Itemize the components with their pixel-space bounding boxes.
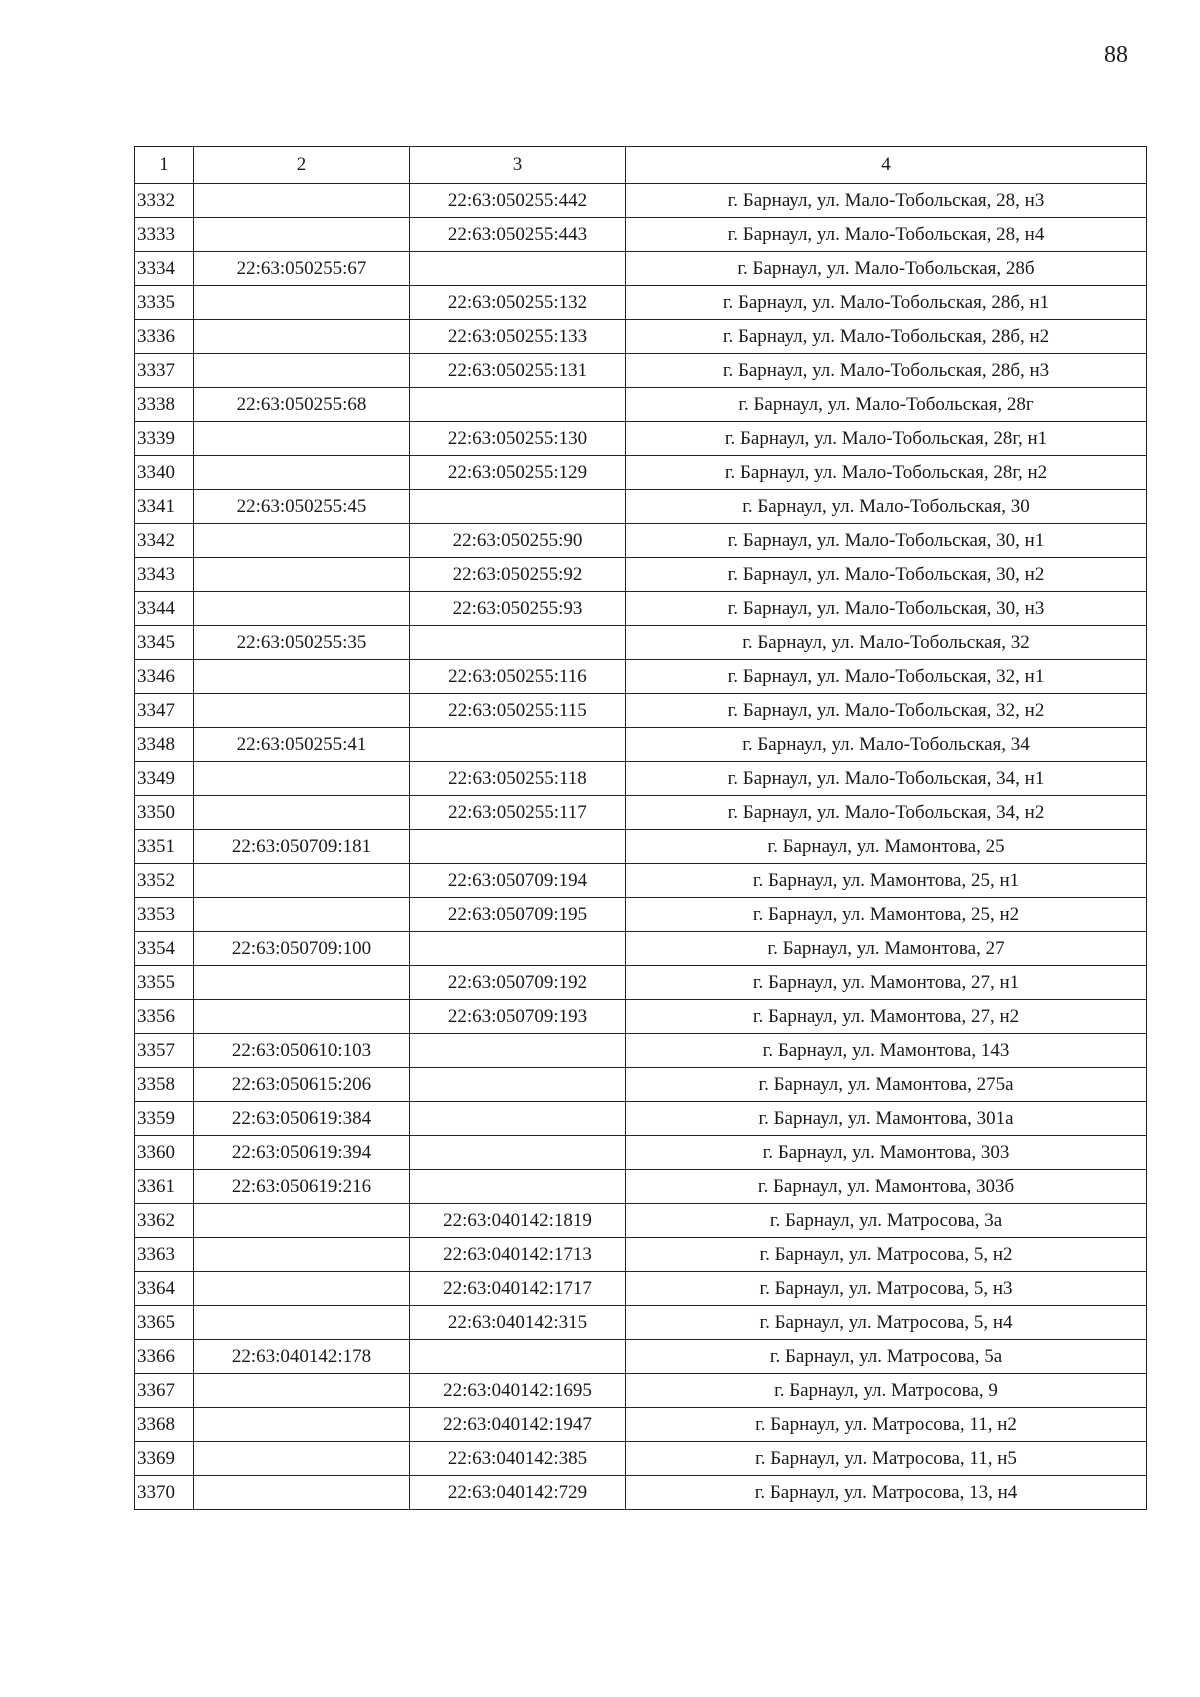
- land-cadastral-cell: 22:63:040142:178: [194, 1340, 410, 1374]
- table-row: [135, 1238, 1147, 1272]
- object-cadastral-cell: 22:63:040142:1695: [410, 1374, 626, 1408]
- page-number: 88: [1104, 42, 1128, 68]
- land-cadastral-cell: 22:63:050619:394: [194, 1136, 410, 1170]
- object-cadastral-cell: 22:63:050709:193: [410, 1000, 626, 1034]
- table-row: [135, 422, 1147, 456]
- object-cadastral-cell: 22:63:050255:129: [410, 456, 626, 490]
- table-row: [135, 320, 1147, 354]
- row-number-cell: 3349: [135, 762, 194, 796]
- registry-table: [134, 146, 1147, 1510]
- table-header: [135, 147, 1147, 184]
- land-cadastral-cell: 22:63:050255:45: [194, 490, 410, 524]
- row-number-cell: 3344: [135, 592, 194, 626]
- address-cell: г. Барнаул, ул. Мало-Тобольская, 32, н1: [626, 660, 1147, 694]
- row-number-cell: 3361: [135, 1170, 194, 1204]
- row-number-cell: 3362: [135, 1204, 194, 1238]
- object-cadastral-cell: 22:63:050255:117: [410, 796, 626, 830]
- row-number-cell: 3342: [135, 524, 194, 558]
- address-cell: г. Барнаул, ул. Мало-Тобольская, 30, н1: [626, 524, 1147, 558]
- address-cell: г. Барнаул, ул. Матросова, 5, н2: [626, 1238, 1147, 1272]
- row-number-cell: 3339: [135, 422, 194, 456]
- land-cadastral-cell: 22:63:050255:41: [194, 728, 410, 762]
- land-cadastral-cell: 22:63:050619:216: [194, 1170, 410, 1204]
- row-number-cell: 3353: [135, 898, 194, 932]
- address-cell: г. Барнаул, ул. Мало-Тобольская, 28г: [626, 388, 1147, 422]
- land-cadastral-cell: [194, 422, 410, 456]
- table-row: [135, 1306, 1147, 1340]
- land-cadastral-cell: [194, 660, 410, 694]
- table-body: [135, 184, 1147, 1510]
- row-number-cell: 3356: [135, 1000, 194, 1034]
- address-cell: г. Барнаул, ул. Мамонтова, 27, н1: [626, 966, 1147, 1000]
- table-row: [135, 830, 1147, 864]
- table-row: [135, 1136, 1147, 1170]
- land-cadastral-cell: [194, 796, 410, 830]
- object-cadastral-cell: [410, 1136, 626, 1170]
- table-row: [135, 184, 1147, 218]
- table-row: [135, 1102, 1147, 1136]
- table-row: [135, 286, 1147, 320]
- address-cell: г. Барнаул, ул. Мамонтова, 25, н1: [626, 864, 1147, 898]
- address-cell: г. Барнаул, ул. Мало-Тобольская, 34, н2: [626, 796, 1147, 830]
- table-row: [135, 218, 1147, 252]
- land-cadastral-cell: [194, 218, 410, 252]
- address-cell: г. Барнаул, ул. Матросова, 3а: [626, 1204, 1147, 1238]
- object-cadastral-cell: 22:63:050709:192: [410, 966, 626, 1000]
- land-cadastral-cell: [194, 456, 410, 490]
- address-cell: г. Барнаул, ул. Мало-Тобольская, 30: [626, 490, 1147, 524]
- row-number-cell: 3347: [135, 694, 194, 728]
- object-cadastral-cell: 22:63:050255:115: [410, 694, 626, 728]
- land-cadastral-cell: 22:63:050619:384: [194, 1102, 410, 1136]
- row-number-cell: 3368: [135, 1408, 194, 1442]
- land-cadastral-cell: 22:63:050709:181: [194, 830, 410, 864]
- object-cadastral-cell: 22:63:040142:1717: [410, 1272, 626, 1306]
- address-cell: г. Барнаул, ул. Мамонтова, 25: [626, 830, 1147, 864]
- object-cadastral-cell: 22:63:050255:132: [410, 286, 626, 320]
- address-cell: г. Барнаул, ул. Мамонтова, 303: [626, 1136, 1147, 1170]
- address-cell: г. Барнаул, ул. Матросова, 13, н4: [626, 1476, 1147, 1510]
- address-cell: г. Барнаул, ул. Мало-Тобольская, 32: [626, 626, 1147, 660]
- table-row: [135, 796, 1147, 830]
- land-cadastral-cell: [194, 286, 410, 320]
- address-cell: г. Барнаул, ул. Мало-Тобольская, 28, н3: [626, 184, 1147, 218]
- row-number-cell: 3343: [135, 558, 194, 592]
- table-row: [135, 660, 1147, 694]
- object-cadastral-cell: [410, 1102, 626, 1136]
- address-cell: г. Барнаул, ул. Мамонтова, 27: [626, 932, 1147, 966]
- land-cadastral-cell: 22:63:050615:206: [194, 1068, 410, 1102]
- object-cadastral-cell: 22:63:040142:1947: [410, 1408, 626, 1442]
- object-cadastral-cell: [410, 1068, 626, 1102]
- row-number-cell: 3355: [135, 966, 194, 1000]
- land-cadastral-cell: [194, 966, 410, 1000]
- land-cadastral-cell: [194, 558, 410, 592]
- table-row: [135, 864, 1147, 898]
- table-row: [135, 1272, 1147, 1306]
- land-cadastral-cell: 22:63:050255:67: [194, 252, 410, 286]
- object-cadastral-cell: [410, 728, 626, 762]
- header-row: [135, 147, 1147, 184]
- table-row: [135, 1408, 1147, 1442]
- object-cadastral-cell: 22:63:050255:131: [410, 354, 626, 388]
- land-cadastral-cell: 22:63:050255:68: [194, 388, 410, 422]
- address-cell: г. Барнаул, ул. Мамонтова, 25, н2: [626, 898, 1147, 932]
- row-number-cell: 3352: [135, 864, 194, 898]
- table-row: [135, 1340, 1147, 1374]
- row-number-cell: 3369: [135, 1442, 194, 1476]
- object-cadastral-cell: [410, 1170, 626, 1204]
- address-cell: г. Барнаул, ул. Мало-Тобольская, 28б: [626, 252, 1147, 286]
- column-header-4: 4: [626, 147, 1147, 184]
- row-number-cell: 3341: [135, 490, 194, 524]
- land-cadastral-cell: [194, 524, 410, 558]
- land-cadastral-cell: [194, 762, 410, 796]
- land-cadastral-cell: [194, 592, 410, 626]
- land-cadastral-cell: [194, 1374, 410, 1408]
- land-cadastral-cell: [194, 1238, 410, 1272]
- row-number-cell: 3346: [135, 660, 194, 694]
- row-number-cell: 3333: [135, 218, 194, 252]
- address-cell: г. Барнаул, ул. Мало-Тобольская, 30, н2: [626, 558, 1147, 592]
- row-number-cell: 3345: [135, 626, 194, 660]
- table-row: [135, 1000, 1147, 1034]
- table-row: [135, 354, 1147, 388]
- object-cadastral-cell: 22:63:040142:1713: [410, 1238, 626, 1272]
- table-row: [135, 490, 1147, 524]
- row-number-cell: 3350: [135, 796, 194, 830]
- column-header-1: 1: [135, 147, 194, 184]
- object-cadastral-cell: 22:63:050709:194: [410, 864, 626, 898]
- address-cell: г. Барнаул, ул. Матросова, 9: [626, 1374, 1147, 1408]
- row-number-cell: 3359: [135, 1102, 194, 1136]
- row-number-cell: 3338: [135, 388, 194, 422]
- land-cadastral-cell: [194, 1442, 410, 1476]
- row-number-cell: 3348: [135, 728, 194, 762]
- address-cell: г. Барнаул, ул. Матросова, 5а: [626, 1340, 1147, 1374]
- object-cadastral-cell: 22:63:050255:90: [410, 524, 626, 558]
- table-row: [135, 966, 1147, 1000]
- land-cadastral-cell: 22:63:050610:103: [194, 1034, 410, 1068]
- table-row: [135, 1204, 1147, 1238]
- land-cadastral-cell: [194, 898, 410, 932]
- table-row: [135, 694, 1147, 728]
- row-number-cell: 3365: [135, 1306, 194, 1340]
- object-cadastral-cell: 22:63:050255:130: [410, 422, 626, 456]
- object-cadastral-cell: 22:63:040142:1819: [410, 1204, 626, 1238]
- land-cadastral-cell: [194, 320, 410, 354]
- table-row: [135, 388, 1147, 422]
- object-cadastral-cell: 22:63:050255:443: [410, 218, 626, 252]
- land-cadastral-cell: [194, 864, 410, 898]
- address-cell: г. Барнаул, ул. Мало-Тобольская, 28г, н2: [626, 456, 1147, 490]
- address-cell: г. Барнаул, ул. Мало-Тобольская, 28г, н1: [626, 422, 1147, 456]
- object-cadastral-cell: [410, 932, 626, 966]
- object-cadastral-cell: 22:63:040142:729: [410, 1476, 626, 1510]
- object-cadastral-cell: 22:63:050255:118: [410, 762, 626, 796]
- row-number-cell: 3335: [135, 286, 194, 320]
- column-header-2: 2: [194, 147, 410, 184]
- table-row: [135, 524, 1147, 558]
- table-row: [135, 558, 1147, 592]
- table-row: [135, 1170, 1147, 1204]
- address-cell: г. Барнаул, ул. Мамонтова, 275а: [626, 1068, 1147, 1102]
- address-cell: г. Барнаул, ул. Мамонтова, 301а: [626, 1102, 1147, 1136]
- address-cell: г. Барнаул, ул. Матросова, 11, н2: [626, 1408, 1147, 1442]
- object-cadastral-cell: 22:63:050255:92: [410, 558, 626, 592]
- table-row: [135, 728, 1147, 762]
- table-row: [135, 1068, 1147, 1102]
- object-cadastral-cell: [410, 626, 626, 660]
- address-cell: г. Барнаул, ул. Мало-Тобольская, 28, н4: [626, 218, 1147, 252]
- row-number-cell: 3354: [135, 932, 194, 966]
- table-row: [135, 762, 1147, 796]
- land-cadastral-cell: [194, 1204, 410, 1238]
- row-number-cell: 3336: [135, 320, 194, 354]
- object-cadastral-cell: 22:63:050255:442: [410, 184, 626, 218]
- address-cell: г. Барнаул, ул. Матросова, 11, н5: [626, 1442, 1147, 1476]
- object-cadastral-cell: 22:63:040142:385: [410, 1442, 626, 1476]
- row-number-cell: 3337: [135, 354, 194, 388]
- land-cadastral-cell: [194, 1000, 410, 1034]
- row-number-cell: 3358: [135, 1068, 194, 1102]
- table-row: [135, 592, 1147, 626]
- object-cadastral-cell: [410, 830, 626, 864]
- table-row: [135, 456, 1147, 490]
- object-cadastral-cell: [410, 490, 626, 524]
- object-cadastral-cell: [410, 252, 626, 286]
- object-cadastral-cell: 22:63:050255:133: [410, 320, 626, 354]
- address-cell: г. Барнаул, ул. Мало-Тобольская, 32, н2: [626, 694, 1147, 728]
- object-cadastral-cell: 22:63:040142:315: [410, 1306, 626, 1340]
- table-row: [135, 252, 1147, 286]
- object-cadastral-cell: 22:63:050709:195: [410, 898, 626, 932]
- address-cell: г. Барнаул, ул. Мало-Тобольская, 34, н1: [626, 762, 1147, 796]
- row-number-cell: 3363: [135, 1238, 194, 1272]
- row-number-cell: 3366: [135, 1340, 194, 1374]
- object-cadastral-cell: [410, 1034, 626, 1068]
- address-cell: г. Барнаул, ул. Мамонтова, 143: [626, 1034, 1147, 1068]
- table-row: [135, 626, 1147, 660]
- land-cadastral-cell: [194, 1408, 410, 1442]
- object-cadastral-cell: 22:63:050255:93: [410, 592, 626, 626]
- address-cell: г. Барнаул, ул. Мало-Тобольская, 30, н3: [626, 592, 1147, 626]
- object-cadastral-cell: [410, 1340, 626, 1374]
- address-cell: г. Барнаул, ул. Мало-Тобольская, 28б, н2: [626, 320, 1147, 354]
- table-row: [135, 1442, 1147, 1476]
- land-cadastral-cell: [194, 184, 410, 218]
- row-number-cell: 3332: [135, 184, 194, 218]
- table-row: [135, 898, 1147, 932]
- address-cell: г. Барнаул, ул. Мало-Тобольская, 28б, н3: [626, 354, 1147, 388]
- row-number-cell: 3370: [135, 1476, 194, 1510]
- address-cell: г. Барнаул, ул. Матросова, 5, н3: [626, 1272, 1147, 1306]
- row-number-cell: 3364: [135, 1272, 194, 1306]
- land-cadastral-cell: [194, 1476, 410, 1510]
- row-number-cell: 3334: [135, 252, 194, 286]
- object-cadastral-cell: 22:63:050255:116: [410, 660, 626, 694]
- table-row: [135, 932, 1147, 966]
- land-cadastral-cell: [194, 694, 410, 728]
- table-row: [135, 1476, 1147, 1510]
- land-cadastral-cell: 22:63:050709:100: [194, 932, 410, 966]
- address-cell: г. Барнаул, ул. Мамонтова, 303б: [626, 1170, 1147, 1204]
- land-cadastral-cell: 22:63:050255:35: [194, 626, 410, 660]
- row-number-cell: 3360: [135, 1136, 194, 1170]
- row-number-cell: 3357: [135, 1034, 194, 1068]
- land-cadastral-cell: [194, 354, 410, 388]
- address-cell: г. Барнаул, ул. Мамонтова, 27, н2: [626, 1000, 1147, 1034]
- land-cadastral-cell: [194, 1272, 410, 1306]
- column-header-3: 3: [410, 147, 626, 184]
- object-cadastral-cell: [410, 388, 626, 422]
- land-cadastral-cell: [194, 1306, 410, 1340]
- table-row: [135, 1034, 1147, 1068]
- row-number-cell: 3351: [135, 830, 194, 864]
- row-number-cell: 3367: [135, 1374, 194, 1408]
- address-cell: г. Барнаул, ул. Мало-Тобольская, 28б, н1: [626, 286, 1147, 320]
- address-cell: г. Барнаул, ул. Мало-Тобольская, 34: [626, 728, 1147, 762]
- row-number-cell: 3340: [135, 456, 194, 490]
- address-cell: г. Барнаул, ул. Матросова, 5, н4: [626, 1306, 1147, 1340]
- table-row: [135, 1374, 1147, 1408]
